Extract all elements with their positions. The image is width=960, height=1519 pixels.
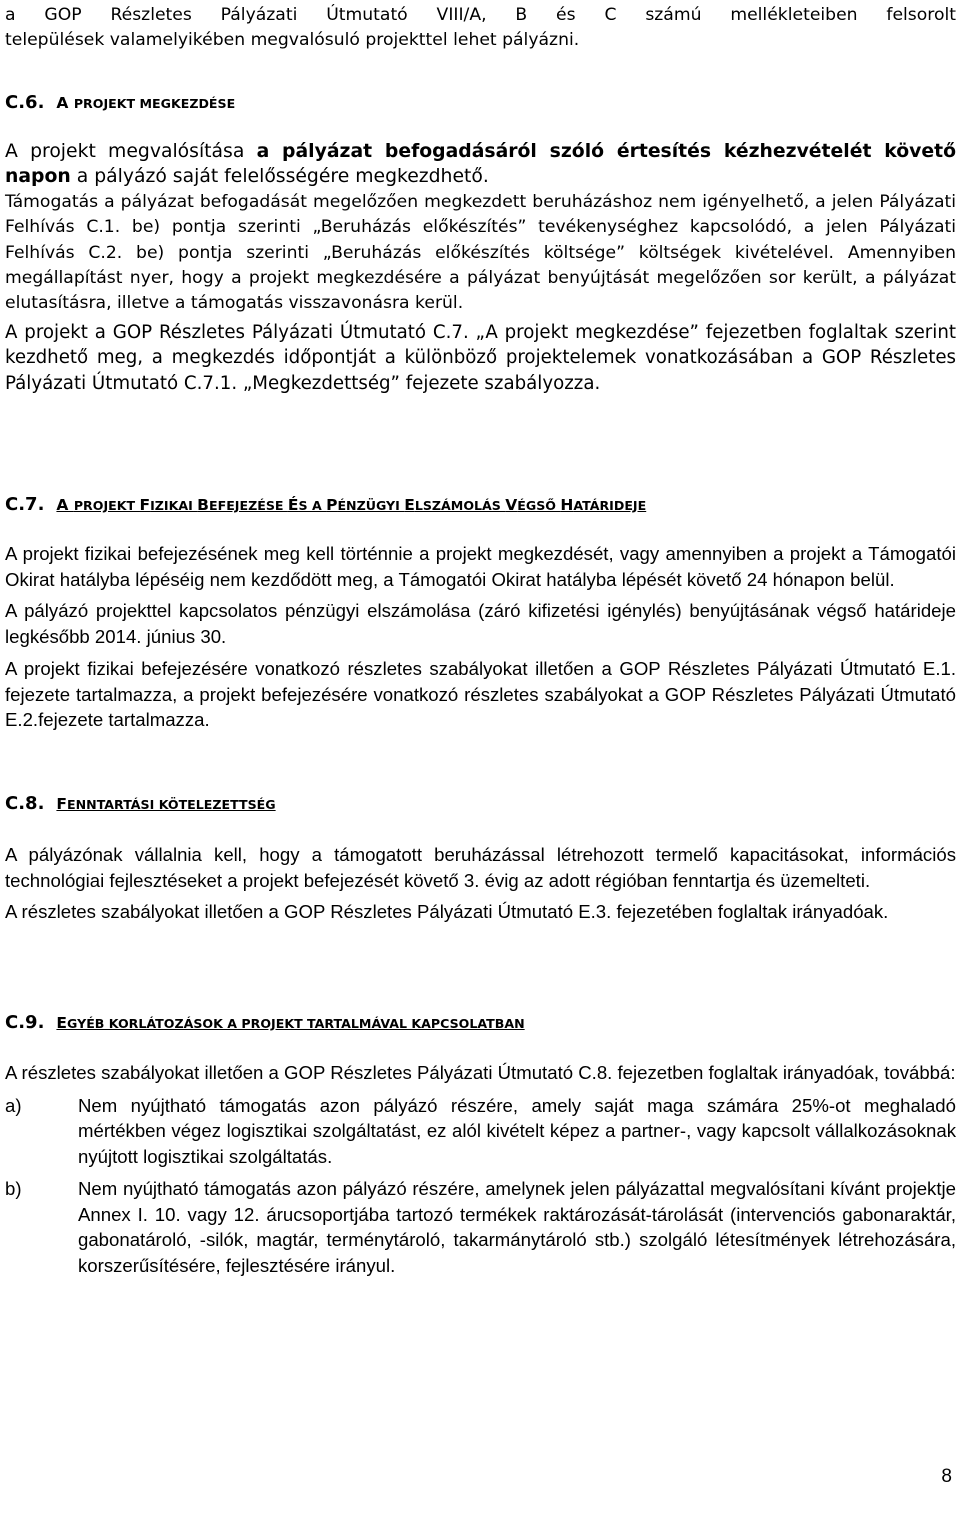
section-number: C.6. — [5, 92, 45, 113]
section-title: A PROJEKT MEGKEZDÉSE — [56, 94, 236, 112]
section-title: EGYÉB KORLÁTOZÁSOK A PROJEKT TARTALMÁVAL KAPCSOLATBAN — [56, 1014, 525, 1032]
section-heading-c7 — [5, 494, 646, 515]
intro-paragraph — [5, 3, 956, 54]
paragraph-c7-deadline: A pályázó projekttel kapcsolatos pénzügyi elszámolása (záró kifizetési igénylés) benyújtásának végső határideje legkésőbb 2014. június 30. — [5, 600, 956, 648]
intro-line-2: települések valamelyikében megvalósuló projekttel lehet pályázni. — [5, 30, 580, 51]
section-number: C.8. — [5, 793, 45, 814]
paragraph-c8-rules: A részletes szabályokat illetően a GOP Részletes Pályázati Útmutató E.3. fejezetében foglaltak irányadóak. — [5, 901, 889, 923]
list-marker: b) — [5, 1177, 22, 1199]
section-heading-c9 — [5, 1012, 525, 1033]
section-heading-c8 — [5, 793, 276, 814]
paragraph-c8-obligation: A pályázónak vállalnia kell, hogy a támogatott beruházással létrehozott termelő kapacitásokat, információs technológiai fejlesztéseket a projekt befejezését követő 3. évig az adott régióban fenntartja és üzemelteti. — [5, 844, 956, 891]
paragraph-c6-support: Támogatás a pályázat befogadását megelőzően megkezdett beruházáshoz nem igényelhető, a jelen Pályázati Felhívás C.1. be) pontja szerinti „Beruházás előkészítés” tevékenységhez kapcsolódó, a jelen Pályázati Felhívás C.2. be) pontja szerinti „Beruházás előkészítés költsége” költségek kivételével. Amennyiben megállapítást nyer, hogy a projekt megkezdésére a pályázat benyújtását megelőzően sor került, a pályázat elutasításra, illetve a támogatás visszavonásra kerül. — [5, 191, 957, 314]
section-body-c9 — [5, 1060, 956, 1279]
paragraph-c7-rules: A projekt fizikai befejezésére vonatkozó részletes szabályokat illetően a GOP Részletes Pályázati Útmutató E.1. fejezete tartalmazza, a projekt befejezésére vonatkozó részletes szabályokat a GOP Részletes Pályázati Útmutató E.2.fejezete tartalmazza. — [5, 657, 956, 731]
paragraph-c6-reference: A projekt a GOP Részletes Pályázati Útmutató C.7. „A projekt megkezdése” fejezetben foglaltak szerint kezdhető meg, a megkezdés időpontját a különböző projektelemek vonatkozásában a GOP Részletes Pályázati Útmutató C.7.1. „Megkezdettség” fejezete szabályozza. — [5, 321, 956, 395]
section-body-c7 — [5, 541, 956, 733]
section-title: A PROJEKT FIZIKAI BEFEJEZÉSE ÉS A PÉNZÜGYI ELSZÁMOLÁS VÉGSŐ HATÁRIDEJE — [56, 496, 647, 514]
section-body-c6 — [5, 139, 956, 397]
page-number: 8 — [941, 1466, 952, 1487]
section-title: FENNTARTÁSI KÖTELEZETTSÉG — [56, 795, 276, 813]
list-item — [5, 1093, 956, 1170]
section-number: C.7. — [5, 494, 45, 515]
intro-line-1: a GOP Részletes Pályázati Útmutató VIII/A, B és C számú mellékleteiben felsorolt — [5, 5, 956, 25]
list-item — [5, 1176, 956, 1279]
section-body-c8 — [5, 842, 956, 925]
list-text: Nem nyújtható támogatás azon pályázó részére, amely saját maga számára 25%-ot meghaladó mértékben végez logisztikai szolgáltatást, ez alól kivételt képez a partner-, vagy kapcsolt vállalkozásoknak nyújtott logisztikai szolgáltatás. — [78, 1094, 956, 1168]
paragraph-c6-start: A projekt megvalósítása a pályázat befogadásáról szóló értesítés kézhezvételét követő napon a pályázó saját felelősségére megkezdhető. — [5, 141, 956, 188]
section-heading-c6 — [5, 92, 235, 113]
paragraph-c9-intro: A részletes szabályokat illetően a GOP Részletes Pályázati Útmutató C.8. fejezetben foglaltak irányadóak, továbbá: — [5, 1062, 956, 1083]
list-marker: a) — [5, 1094, 22, 1116]
paragraph-c7-completion: A projekt fizikai befejezésének meg kell történnie a projekt megkezdését, vagy amennyiben a projekt a Támogatói Okirat hatályba lépéséig nem kezdődött meg, a Támogatói Okirat hatályba lépését követő 24 hónapon belül. — [5, 543, 956, 590]
list-text: Nem nyújtható támogatás azon pályázó részére, amelynek jelen pályázattal megvalósítani kívánt projektje Annex I. 10. vagy 12. árucsoportjába tartozó termékek raktározását-tárolását (intervenciós gabonaraktár, gabonatároló, -silók, magtár, terménytároló, takarmánytároló stb.) szolgáló létesítmények létrehozására, korszerűsítésére, fejlesztésére irányul. — [78, 1177, 956, 1276]
section-number: C.9. — [5, 1012, 45, 1033]
